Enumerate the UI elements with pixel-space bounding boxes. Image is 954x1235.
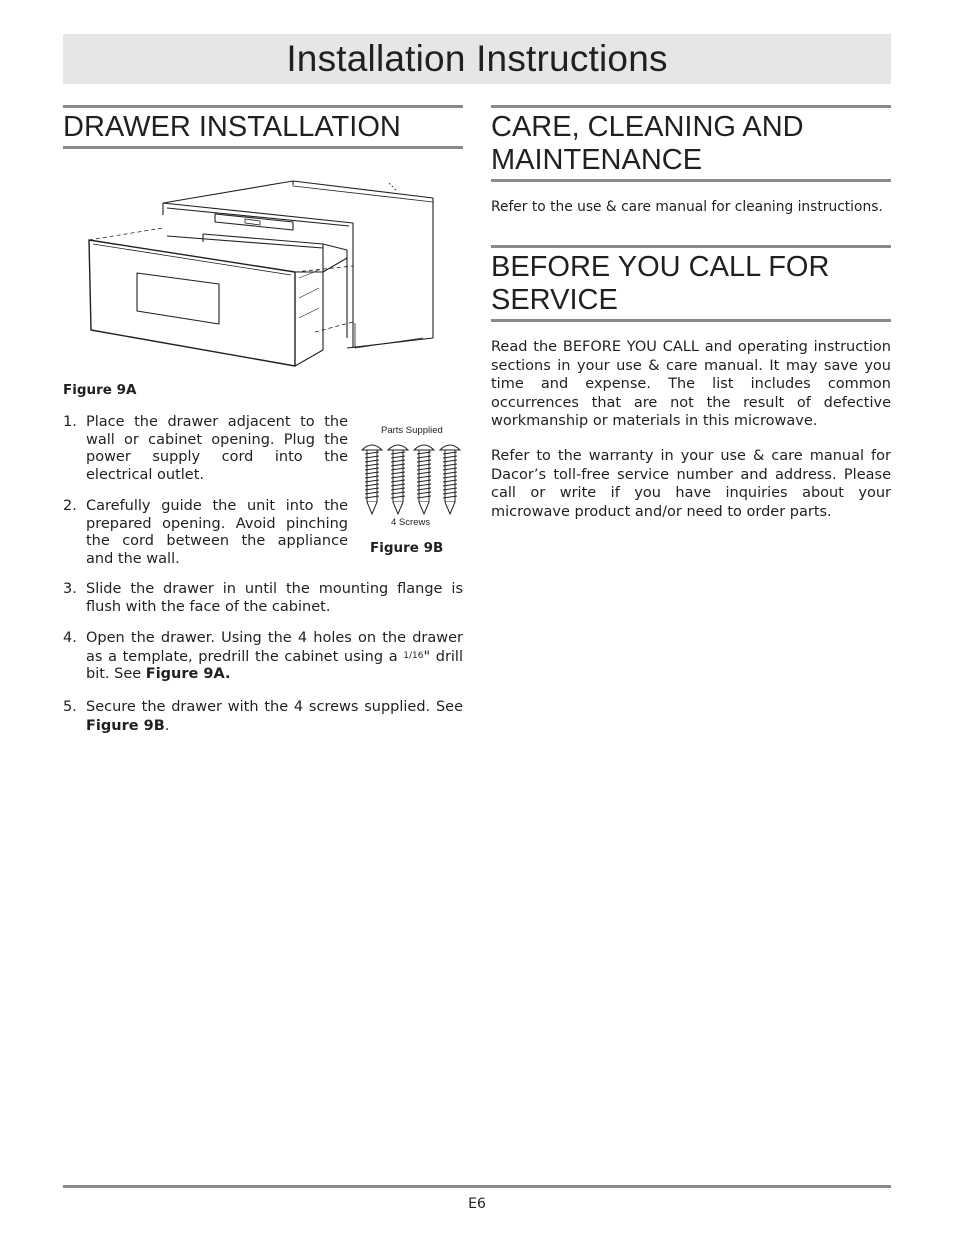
step-1: 1. Place the drawer adjacent to the wall or cabinet opening. Plug the power supply cord into the electrical outlet. bbox=[63, 414, 348, 483]
screws-label: 4 Screws bbox=[391, 517, 431, 528]
fraction: 1/16 bbox=[403, 650, 424, 661]
page-title-bar bbox=[63, 34, 891, 84]
figure-9b-caption: Figure 9B bbox=[370, 540, 444, 556]
parts-supplied-label: Parts Supplied bbox=[381, 425, 443, 436]
drawer-illustration bbox=[85, 178, 435, 368]
care-heading: CARE, CLEANING AND MAINTENANCE bbox=[491, 105, 891, 182]
drawer-installation-heading: DRAWER INSTALLATION bbox=[63, 105, 463, 149]
screws-illustration bbox=[358, 440, 462, 516]
before-call-paragraph-1: Read the BEFORE YOU CALL and operating instruction sections in your use & care manual. It may save you time and expense. The list includes common occurrences that are not the result of defective workmanship or materials in this microwave. bbox=[491, 339, 891, 429]
page-title: Installation Instructions bbox=[286, 38, 668, 79]
page-number: E6 bbox=[468, 1196, 486, 1212]
figure-9a-ref: Figure 9A. bbox=[145, 666, 231, 682]
step-5: 5. Secure the drawer with the 4 screws supplied. See Figure 9B. bbox=[63, 699, 463, 734]
footer-divider bbox=[63, 1185, 891, 1188]
before-call-heading: BEFORE YOU CALL FOR SERVICE bbox=[491, 245, 891, 322]
step-3: 3. Slide the drawer in until the mounting flange is flush with the face of the cabinet. bbox=[63, 581, 463, 615]
before-call-paragraph-2: Refer to the warranty in your use & care manual for Dacor’s toll-free service number and address. Please call or write if you have inquiries about your microwave product and/or need to order parts. bbox=[491, 448, 891, 520]
care-text: Refer to the use & care manual for cleaning instructions. bbox=[491, 199, 883, 215]
figure-9a-caption: Figure 9A bbox=[63, 382, 137, 398]
step-2: 2. Carefully guide the unit into the prepared opening. Avoid pinching the cord between the appliance and the wall. bbox=[63, 498, 348, 567]
figure-9b-ref: Figure 9B bbox=[86, 718, 165, 734]
step-4: 4. Open the drawer. Using the 4 holes on the drawer as a template, predrill the cabinet using a $^{1/16}$" drill bit. See Figure 9A. bbox=[63, 630, 463, 682]
